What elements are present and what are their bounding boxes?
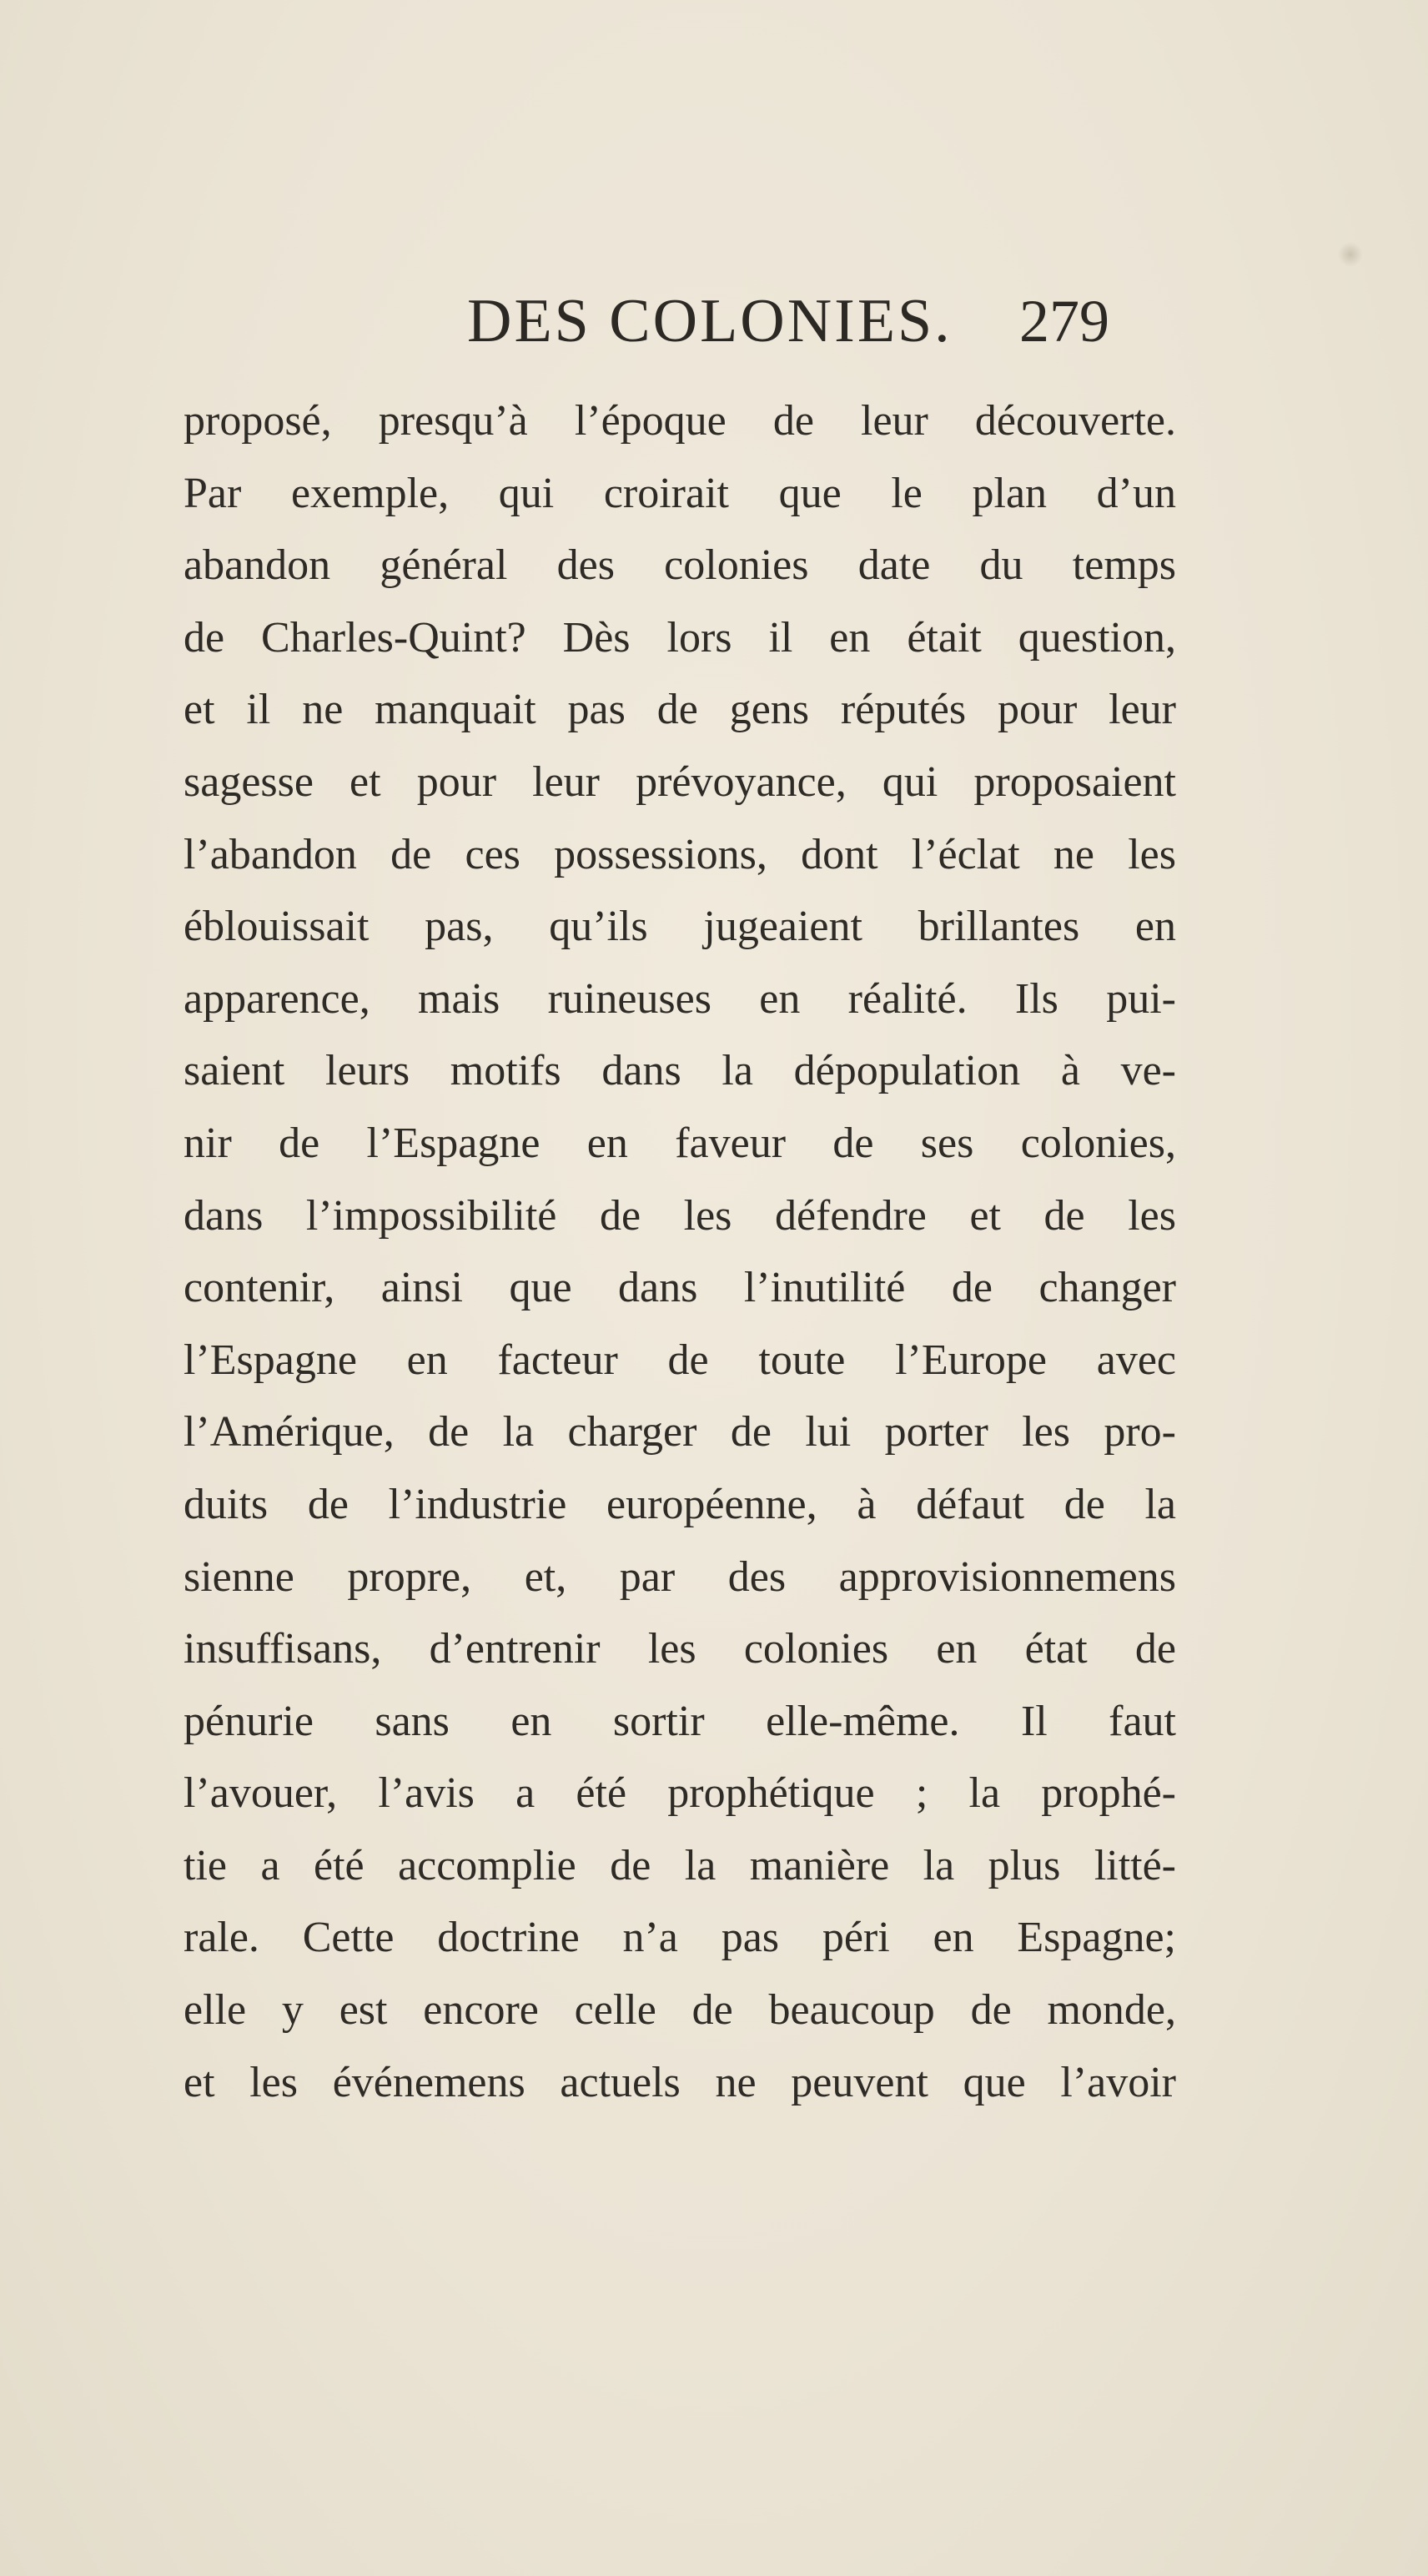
text-line: éblouissait pas, qu’ils jugeaient brillantes en bbox=[184, 903, 1176, 951]
text-line: duits de l’industrie européenne, à défaut de la bbox=[184, 1480, 1176, 1528]
page-number: 279 bbox=[1019, 288, 1109, 355]
text-line: sienne propre, et, par des approvisionnemens bbox=[184, 1552, 1176, 1601]
text-line: abandon général des colonies date du temps bbox=[184, 541, 1176, 590]
body-text bbox=[184, 385, 1176, 2119]
text-line: l’abandon de ces possessions, dont l’éclat ne les bbox=[184, 830, 1176, 878]
running-head-title: DES COLONIES. bbox=[467, 287, 953, 355]
text-line: dans l’impossibilité de les défendre et de les bbox=[184, 1191, 1176, 1240]
text-line: elle y est encore celle de beaucoup de monde, bbox=[184, 1986, 1176, 2035]
text-line: insuffisans, d’entrenir les colonies en état de bbox=[184, 1625, 1176, 1673]
text-line: apparence, mais ruineuses en réalité. Ils pui- bbox=[184, 974, 1176, 1023]
running-head bbox=[0, 275, 1428, 367]
paper-spot bbox=[1338, 242, 1363, 267]
text-line: contenir, ainsi que dans l’inutilité de changer bbox=[184, 1264, 1176, 1312]
text-line: de Charles-Quint? Dès lors il en était question, bbox=[184, 613, 1176, 662]
text-line: et il ne manquait pas de gens réputés pour leur bbox=[184, 686, 1176, 734]
text-line: et les événemens actuels ne peuvent que l’avoir bbox=[184, 2058, 1176, 2106]
text-line: Par exemple, qui croirait que le plan d’un bbox=[184, 469, 1176, 517]
text-line: pénurie sans en sortir elle-même. Il faut bbox=[184, 1697, 1176, 1745]
text-line: l’Espagne en facteur de toute l’Europe avec bbox=[184, 1336, 1176, 1384]
text-line: proposé, presqu’à l’époque de leur découverte. bbox=[184, 397, 1176, 445]
text-line: rale. Cette doctrine n’a pas péri en Espagne; bbox=[184, 1914, 1176, 1962]
text-line: tie a été accomplie de la manière la plus litté- bbox=[184, 1841, 1176, 1889]
text-line: l’avouer, l’avis a été prophétique ; la prophé- bbox=[184, 1769, 1176, 1818]
text-line: saient leurs motifs dans la dépopulation à ve- bbox=[184, 1047, 1176, 1095]
text-line: l’Amérique, de la charger de lui porter les pro- bbox=[184, 1408, 1176, 1457]
text-line: sagesse et pour leur prévoyance, qui proposaient bbox=[184, 757, 1176, 806]
text-line: nir de l’Espagne en faveur de ses colonies, bbox=[184, 1119, 1176, 1167]
